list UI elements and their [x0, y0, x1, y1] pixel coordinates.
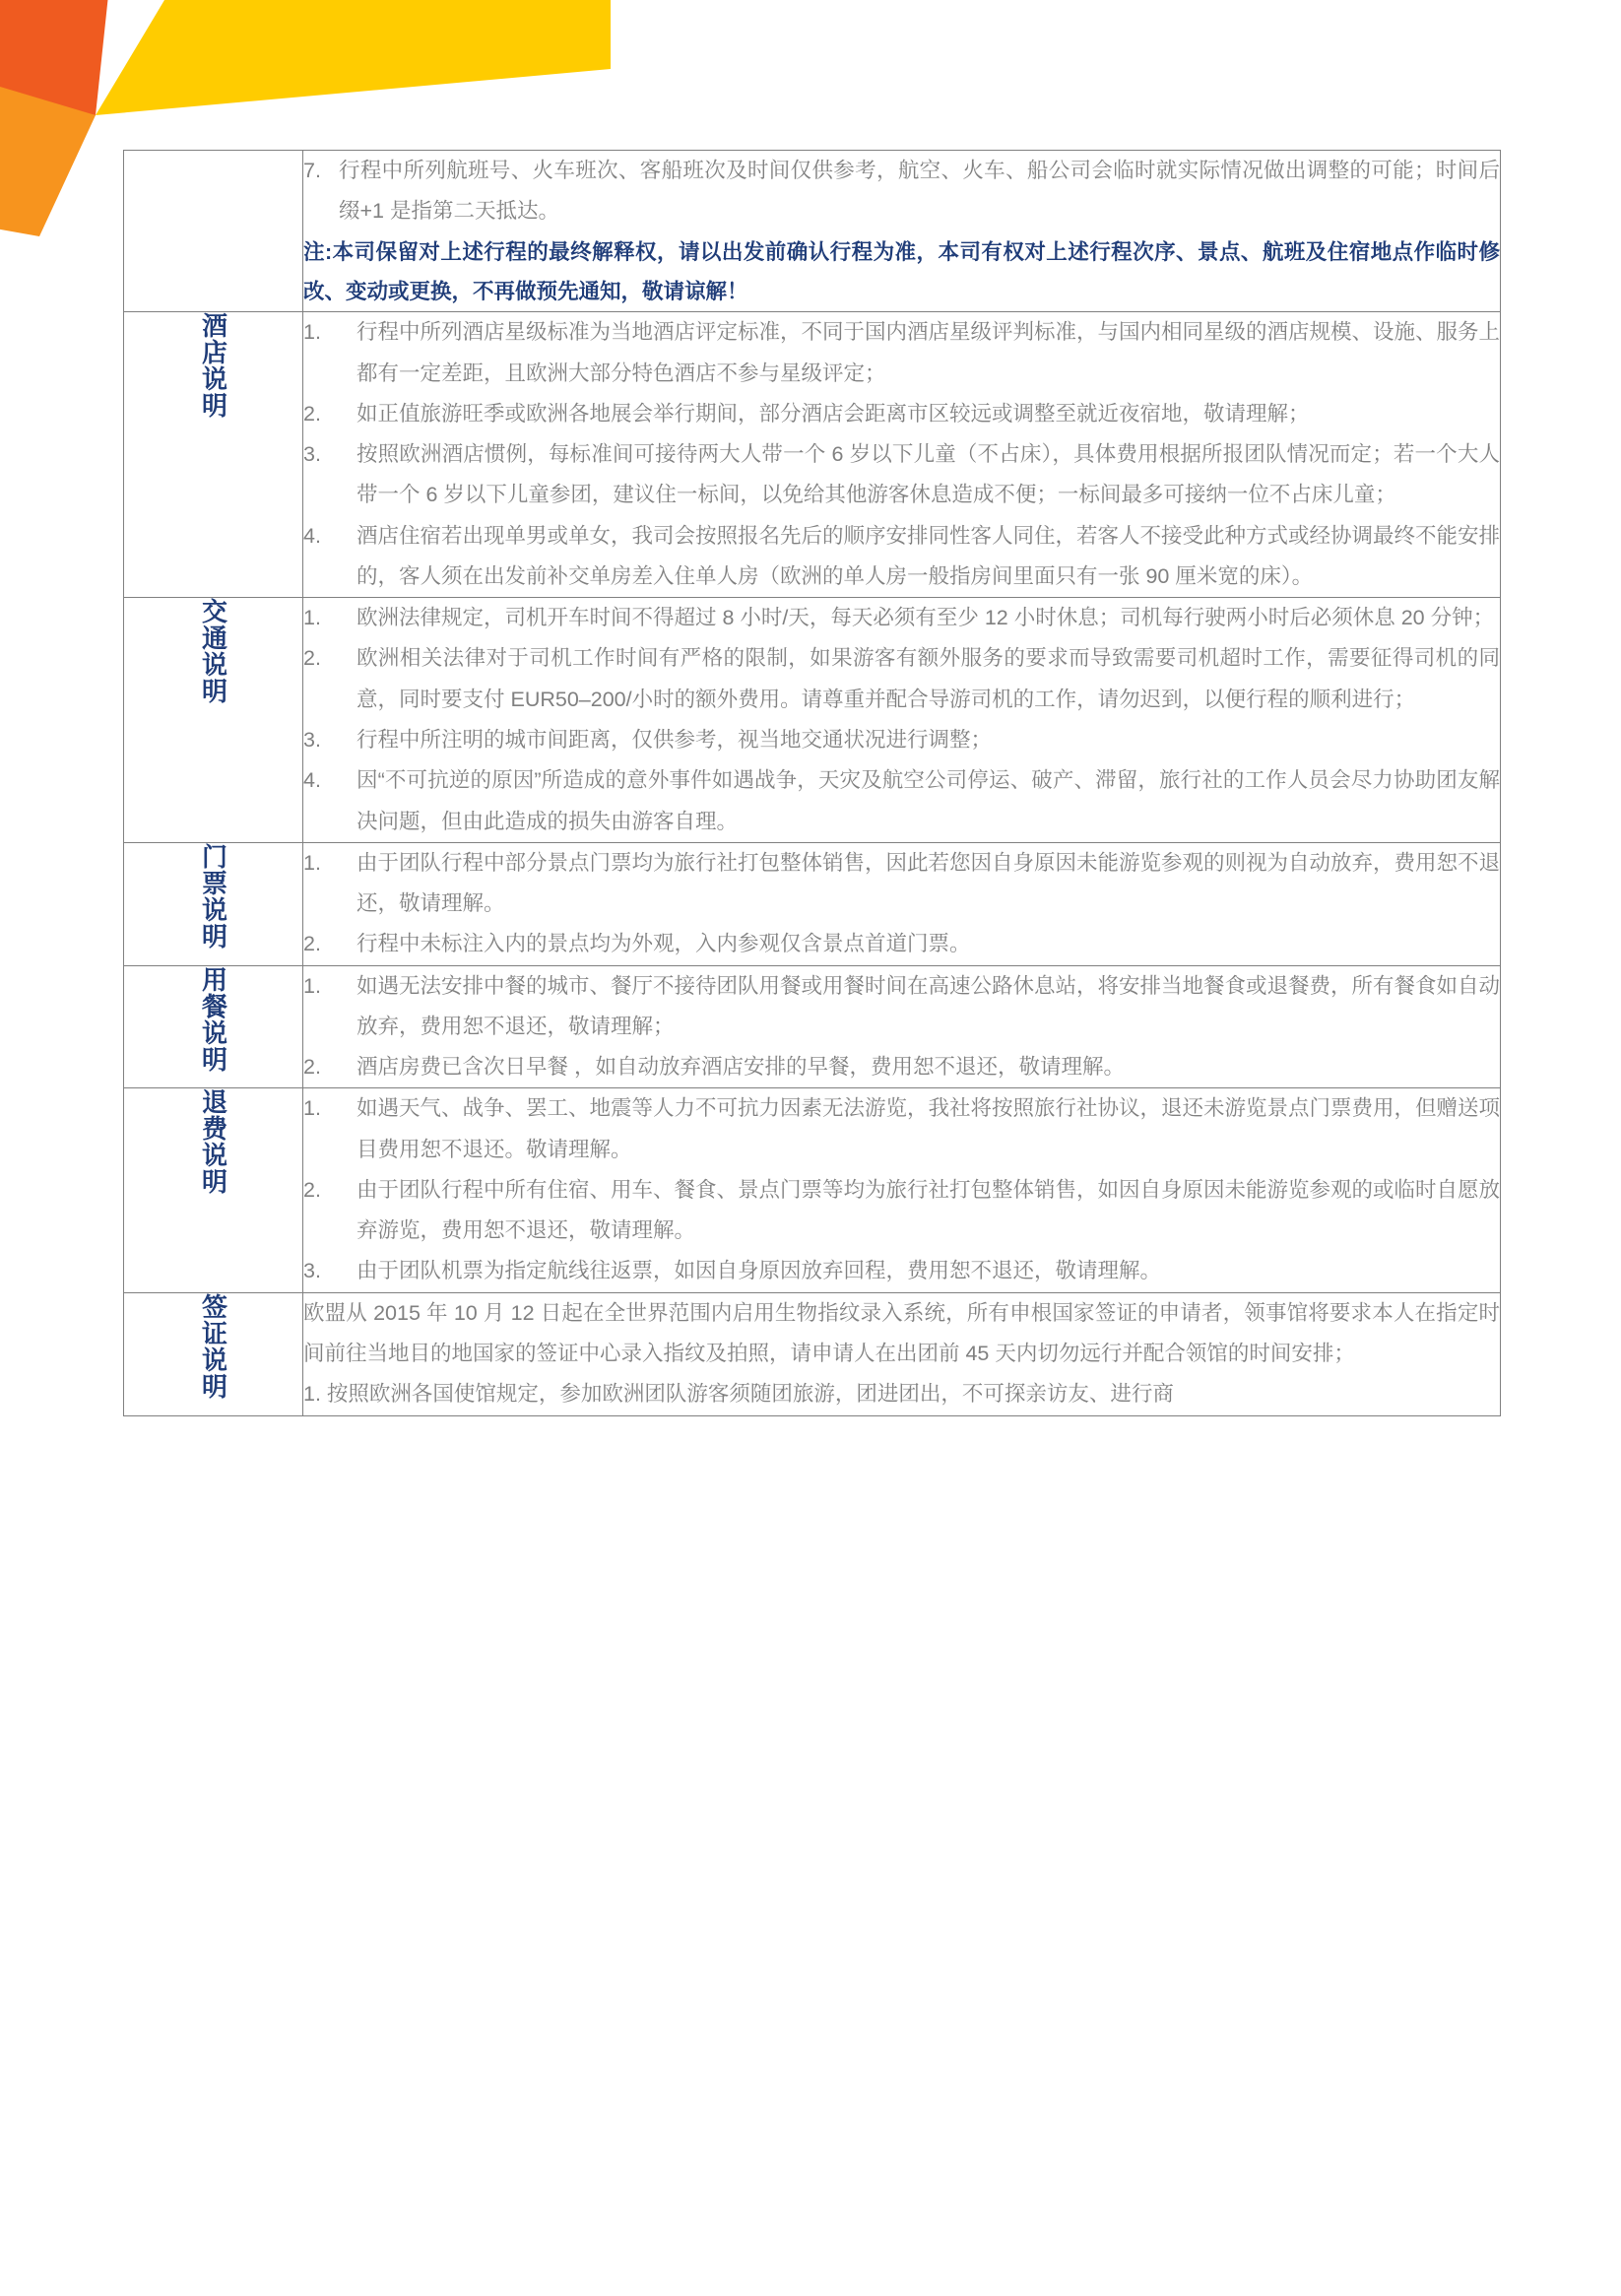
row-body-cell-itinerary-note [303, 151, 1501, 312]
list-item-text: 由于团队机票为指定航线往返票，如因自身原因放弃回程，费用恕不退还，敬请理解。 [357, 1259, 1162, 1283]
list-marker: 4. [303, 768, 321, 793]
table-row [124, 965, 1501, 1088]
numbered-list [303, 312, 1500, 597]
list-item [303, 394, 1500, 434]
list-marker: 2. [303, 401, 321, 426]
list-marker: 2. [303, 1177, 321, 1202]
list-item [303, 151, 1500, 232]
row-label-cell-transport [124, 598, 303, 843]
table-row [124, 151, 1501, 312]
list-item [303, 312, 1500, 394]
row-body-cell-refund [303, 1088, 1501, 1292]
list-item [303, 1088, 1500, 1170]
list-marker: 2. [303, 932, 321, 956]
list-item [303, 1047, 1500, 1087]
list-item-text: 如遇无法安排中餐的城市、餐厅不接待团队用餐或用餐时间在高速公路休息站，将安排当地餐食或退餐费，所有餐食如自动放弃，费用恕不退还，敬请理解； [357, 973, 1501, 1038]
list-item [303, 966, 1500, 1048]
row-body-cell-dining [303, 965, 1501, 1088]
list-marker: 4. [303, 523, 321, 548]
table-row [124, 842, 1501, 965]
travel-notice-table [123, 150, 1501, 1416]
list-item [303, 516, 1500, 598]
visa-paragraph: 欧盟从 2015 年 10 月 12 日起在全世界范围内启用生物指纹录入系统，所有申根国家签证的申请者，领事馆将要求本人在指定时间前往当地目的地国家的签证中心录入指纹及拍照，请申请人在出团前 45 天内切勿远行并配合领馆的时间安排； [303, 1300, 1500, 1365]
list-item [303, 638, 1500, 720]
list-item-text: 行程中所注明的城市间距离，仅供参考，视当地交通状况进行调整； [357, 728, 993, 752]
numbered-list [303, 598, 1500, 842]
list-item [303, 1170, 1500, 1252]
numbered-list [303, 1088, 1500, 1291]
row-body-cell-visa [303, 1292, 1501, 1415]
list-item-text: 行程中所列酒店星级标准为当地酒店评定标准，不同于国内酒店星级评判标准，与国内相同星级的酒店规模、设施、服务上都有一定差距，且欧洲大部分特色酒店不参与星级评定； [357, 320, 1501, 385]
table-row [124, 312, 1501, 598]
list-item [303, 434, 1500, 516]
list-item-text: 行程中所列航班号、火车班次、客船班次及时间仅供参考，航空、火车、船公司会临时就实际情况做出调整的可能；时间后缀+1 是指第二天抵达。 [339, 159, 1500, 224]
list-item-text: 按照欧洲酒店惯例，每标准间可接待两大人带一个 6 岁以下儿童（不占床），具体费用根据所报团队情况而定；若一个大人带一个 6 岁以下儿童参团，建议住一标间，以免给其他游客休息造成不便；一标间最多可接纳一位不占床儿童； [357, 442, 1500, 507]
row-label-dining: 用餐说明 [198, 965, 228, 1073]
row-label-cell-ticket [124, 842, 303, 965]
list-item-text: 酒店房费已含次日早餐 ，如自动放弃酒店安排的早餐，费用恕不退还，敬请理解。 [357, 1055, 1125, 1080]
list-marker: 7. [303, 159, 321, 182]
numbered-list [303, 151, 1500, 232]
list-item-text: 由于团队行程中部分景点门票均为旅行社打包整体销售，因此若您因自身原因未能游览参观的则视为自动放弃，费用恕不退还，敬请理解。 [357, 850, 1501, 916]
row-body-cell-ticket [303, 842, 1501, 965]
row-label-refund: 退费说明 [198, 1088, 228, 1196]
row-label-hotel: 酒店说明 [198, 312, 228, 420]
row-label-cell-refund [124, 1088, 303, 1292]
list-item-text: 欧洲相关法律对于司机工作时间有严格的限制，如果游客有额外服务的要求而导致需要司机超时工作，需要征得司机的同意，同时要支付 EUR50–200/小时的额外费用。请尊重并配合导游司机的工作，请勿迟到，以便行程的顺利进行； [357, 646, 1500, 711]
row-label-visa: 签证说明 [198, 1292, 228, 1400]
table-row [124, 1088, 1501, 1292]
row-label-ticket: 门票说明 [198, 842, 228, 950]
numbered-list [303, 966, 1500, 1088]
corner-triangle-orange [0, 87, 96, 236]
list-item-text: 欧洲法律规定，司机开车时间不得超过 8 小时/天，每天必须有至少 12 小时休息；司机每行驶两小时后必须休息 20 分钟； [357, 606, 1495, 630]
list-item [303, 760, 1500, 842]
list-marker: 1. [303, 850, 321, 875]
row-body-cell-transport [303, 598, 1501, 843]
list-marker: 1. [303, 1096, 321, 1121]
row-body-cell-hotel [303, 312, 1501, 598]
list-marker: 3. [303, 728, 321, 752]
list-item [303, 720, 1500, 760]
visa-paragraph: 1. 按照欧洲各国使馆规定，参加欧洲团队游客须随团旅游，团进团出，不可探亲访友、进行商 [303, 1382, 1174, 1407]
row-label-cell-visa [124, 1292, 303, 1415]
important-note: 注:本司保留对上述行程的最终解释权，请以出发前确认行程为准，本司有权对上述行程次序、景点、航班及住宿地点作临时修改、变动或更换，不再做预先通知，敬请谅解！ [303, 239, 1500, 303]
list-marker: 3. [303, 1259, 321, 1283]
list-marker: 1. [303, 606, 321, 630]
list-marker: 1. [303, 973, 321, 998]
list-item-text: 如正值旅游旺季或欧洲各地展会举行期间，部分酒店会距离市区较远或调整至就近夜宿地，敬请理解； [357, 401, 1310, 426]
list-item [303, 598, 1500, 638]
numbered-list [303, 843, 1500, 965]
table-row [124, 598, 1501, 843]
list-item-text: 如遇天气、战争、罢工、地震等人力不可抗力因素无法游览，我社将按照旅行社协议，退还未游览景点门票费用，但赠送项目费用恕不退还。敬请理解。 [357, 1096, 1501, 1161]
row-label-cell-empty [124, 151, 303, 312]
list-marker: 1. [303, 320, 321, 345]
table-row [124, 1292, 1501, 1415]
row-label-cell-hotel [124, 312, 303, 598]
row-label-transport: 交通说明 [198, 598, 228, 705]
list-item-text: 因“不可抗逆的原因”所造成的意外事件如遇战争，天灾及航空公司停运、破产、滞留，旅行社的工作人员会尽力协助团友解决问题，但由此造成的损失由游客自理。 [357, 768, 1500, 833]
list-marker: 2. [303, 646, 321, 671]
list-item-text: 行程中未标注入内的景点均为外观，入内参观仅含景点首道门票。 [357, 932, 971, 956]
list-item-text: 酒店住宿若出现单男或单女，我司会按照报名先后的顺序安排同性客人同住，若客人不接受此种方式或经协调最终不能安排的，客人须在出发前补交单房差入住单人房（欧洲的单人房一般指房间里面只有一张 90 厘米宽的床）。 [357, 523, 1501, 588]
list-item [303, 1251, 1500, 1291]
corner-triangle-yellow [96, 0, 611, 115]
row-label-cell-dining [124, 965, 303, 1088]
list-item [303, 924, 1500, 964]
corner-triangle-red-orange [0, 0, 108, 115]
list-marker: 2. [303, 1055, 321, 1080]
list-item [303, 843, 1500, 925]
list-item-text: 由于团队行程中所有住宿、用车、餐食、景点门票等均为旅行社打包整体销售，如因自身原因未能游览参观的或临时自愿放弃游览，费用恕不退还，敬请理解。 [357, 1177, 1501, 1243]
list-marker: 3. [303, 442, 321, 467]
